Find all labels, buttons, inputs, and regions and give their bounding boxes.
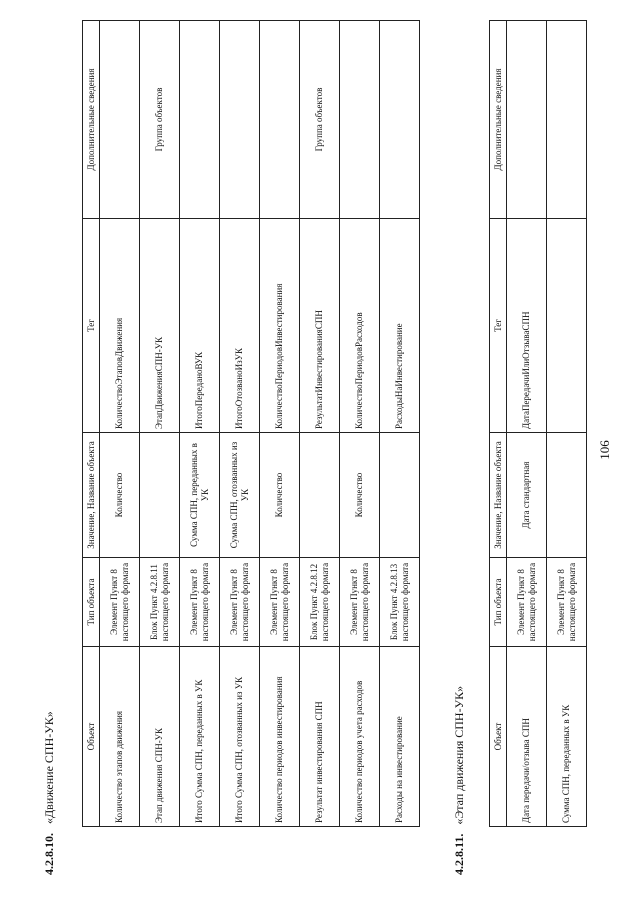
cell-info: [380, 21, 420, 219]
cell-info: [340, 21, 380, 219]
table-row: [300, 21, 340, 827]
header-info: Дополнительные сведения: [83, 21, 100, 219]
table-row: [260, 21, 300, 827]
section-heading-stage: [452, 686, 467, 875]
cell-value: Количество: [340, 433, 380, 558]
cell-info: [220, 21, 260, 219]
cell-tag: ИтогоПереданоВУК: [180, 219, 220, 433]
table-row: [180, 21, 220, 827]
cell-object: Количество периодов инвестирования: [260, 647, 300, 827]
cell-type: Элемент Пункт 8 настоящего формата: [180, 558, 220, 647]
cell-value: [300, 433, 340, 558]
table-body: [507, 21, 587, 827]
cell-tag: КоличествоПериодовИнвестирования: [260, 219, 300, 433]
cell-tag: ЭтапДвиженияСПН-УК: [140, 219, 180, 433]
cell-value: Количество: [260, 433, 300, 558]
header-info: Дополнительные сведения: [490, 21, 507, 219]
header-value: Значение, Название объекта: [490, 433, 507, 558]
cell-object: Количество периодов учета расходов: [340, 647, 380, 827]
header-object: Объект: [490, 647, 507, 827]
header-value: Значение, Название объекта: [83, 433, 100, 558]
cell-info: [100, 21, 140, 219]
cell-value: Дата стандартная: [507, 433, 547, 558]
section-number: 4.2.8.11.: [452, 833, 466, 875]
header-tag: Тег: [83, 219, 100, 433]
table-row: [220, 21, 260, 827]
page-number: 106: [597, 440, 612, 460]
cell-object: Итого Сумма СПН, отозванных из УК: [220, 647, 260, 827]
cell-type: Элемент Пункт 8 настоящего формата: [220, 558, 260, 647]
cell-tag: [547, 219, 587, 433]
section-heading-movement: [42, 711, 57, 875]
cell-tag: РасходыНаИнвестирование: [380, 219, 420, 433]
cell-info: [547, 21, 587, 219]
cell-object: Дата передачи/отзыва СПН: [507, 647, 547, 827]
header-tag: Тег: [490, 219, 507, 433]
section-title: «Движение СПН-УК»: [42, 711, 56, 824]
cell-type: Элемент Пункт 8 настоящего формата: [100, 558, 140, 647]
cell-value: Сумма СПН, отозванных из УК: [220, 433, 260, 558]
cell-type: Элемент Пункт 8 настоящего формата: [260, 558, 300, 647]
header-type: Тип объекта: [83, 558, 100, 647]
cell-tag: ИтогоОтозваноИзУК: [220, 219, 260, 433]
cell-tag: РезультатИнвестированияСПН: [300, 219, 340, 433]
cell-info: [260, 21, 300, 219]
cell-value: [380, 433, 420, 558]
cell-info: Группа объектов: [300, 21, 340, 219]
cell-object: Итого Сумма СПН, переданных в УК: [180, 647, 220, 827]
cell-value: [547, 433, 587, 558]
table-header-row: [83, 21, 100, 827]
cell-type: Блок Пункт 4.2.8.12 настоящего формата: [300, 558, 340, 647]
cell-object: Расходы на инвестирование: [380, 647, 420, 827]
section-title: «Этап движения СПН-УК»: [452, 685, 466, 825]
header-type: Тип объекта: [490, 558, 507, 647]
cell-object: Сумма СПН, переданных в УК: [547, 647, 587, 827]
cell-type: Элемент Пункт 8 настоящего формата: [547, 558, 587, 647]
cell-type: Блок Пункт 4.2.8.11 настоящего формата: [140, 558, 180, 647]
cell-value: Сумма СПН, переданных в УК: [180, 433, 220, 558]
cell-info: [180, 21, 220, 219]
cell-tag: ДатаПередачиИлиОтзываСПН: [507, 219, 547, 433]
table-body: [100, 21, 420, 827]
cell-info: Группа объектов: [140, 21, 180, 219]
cell-value: [140, 433, 180, 558]
cell-type: Элемент Пункт 8 настоящего формата: [340, 558, 380, 647]
cell-tag: КоличествоЭтаповДвижения: [100, 219, 140, 433]
cell-value: Количество: [100, 433, 140, 558]
header-object: Объект: [83, 647, 100, 827]
cell-object: Этап движения СПН-УК: [140, 647, 180, 827]
table-row: [340, 21, 380, 827]
table-header-row: [490, 21, 507, 827]
movement-spec-table: [82, 20, 420, 827]
table-row: [100, 21, 140, 827]
cell-tag: КоличествоПериодовРасходов: [340, 219, 380, 433]
stage-spec-table: [489, 20, 587, 827]
cell-object: Результат инвестирования СПН: [300, 647, 340, 827]
table-row: [140, 21, 180, 827]
cell-object: Количество этапов движения: [100, 647, 140, 827]
cell-type: Элемент Пункт 8 настоящего формата: [507, 558, 547, 647]
cell-info: [507, 21, 547, 219]
section-number: 4.2.8.10.: [42, 833, 56, 875]
table-row: [507, 21, 547, 827]
cell-type: Блок Пункт 4.2.8.13 настоящего формата: [380, 558, 420, 647]
table-row: [380, 21, 420, 827]
table-row: [547, 21, 587, 827]
